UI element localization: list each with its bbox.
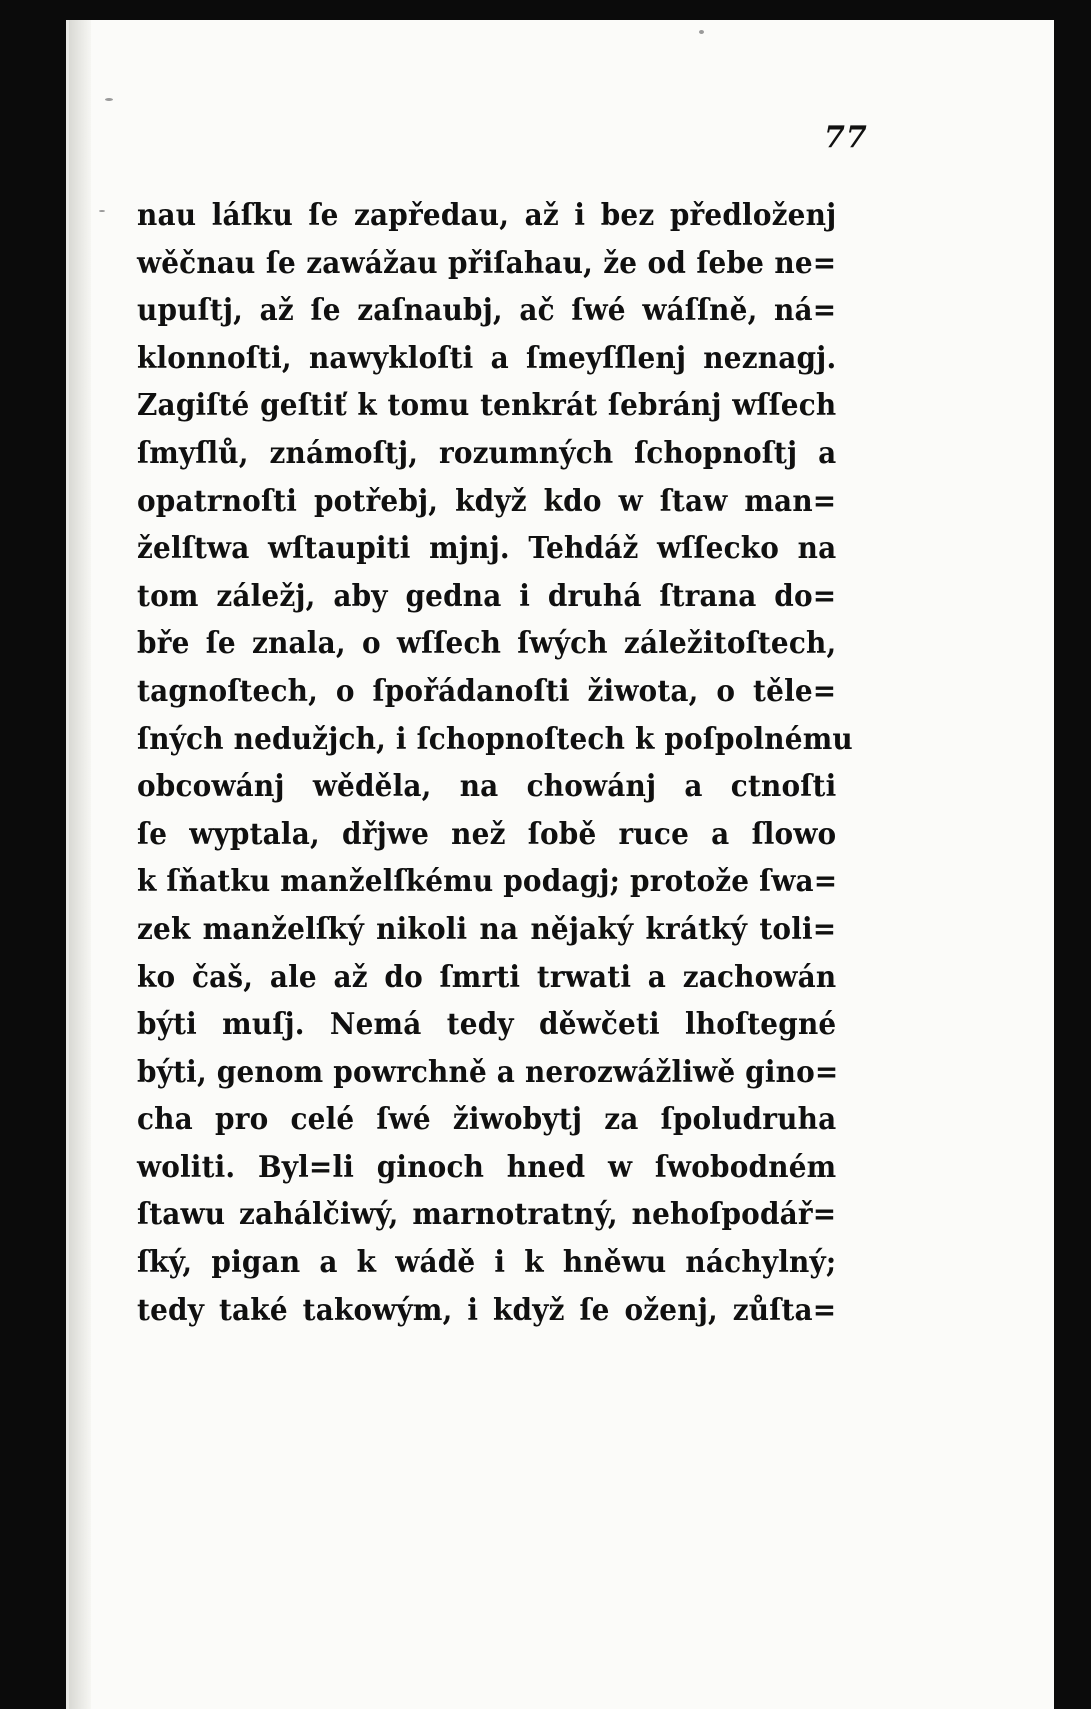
- text-line: tedy také takowým, i když ſe oženj, zůſta=: [137, 1292, 837, 1328]
- text-line: ſtawu zahálčiwý, marnotratný, nehoſpodář=: [137, 1197, 837, 1233]
- text-line: opatrnoſti potřebj, když kdo w ſtaw man=: [137, 483, 837, 519]
- text-line: nau láſku ſe zapředau, až i bez předloženj: [137, 198, 837, 233]
- text-line: klonnoſti, nawykloſti a ſmeyſſlenj neznagj.: [137, 340, 837, 376]
- text-line: býti muſj. Nemá tedy děwčeti lhoſtegné: [137, 1007, 837, 1043]
- paper-speck: [105, 98, 113, 101]
- text-line: ſmyſlů, známoſtj, rozumných ſchopnoſtj a: [137, 435, 837, 471]
- scan-border-top: [0, 0, 1091, 20]
- text-line: cha pro celé ſwé žiwobytj za ſpoludruha: [137, 1102, 837, 1138]
- book-page: [66, 20, 1054, 1709]
- text-line: želſtwa wſtaupiti mjnj. Tehdáž wſſecko na: [137, 531, 837, 567]
- text-line: Zagiſté geſtiť k tomu tenkrát ſebránj wſſech: [137, 388, 837, 424]
- text-line: ſe wyptala, dřjwe než ſobě ruce a ſlowo: [137, 816, 837, 852]
- page-gutter-shadow: [69, 20, 91, 1709]
- text-line: ſký, pigan a k wádě i k hněwu náchylný;: [137, 1245, 837, 1281]
- text-line: obcowánj wěděla, na chowánj a ctnoſti: [137, 769, 837, 805]
- paper-speck: [699, 30, 704, 34]
- text-line: býti, genom powrchně a nerozwážliwě gino=: [137, 1054, 839, 1090]
- text-line: woliti. Byl=li ginoch hned w ſwobodném: [137, 1149, 837, 1185]
- text-line: tom záležj, aby gedna i druhá ſtrana do=: [137, 578, 837, 614]
- text-line: zek manželſký nikoli na nějaký krátký toli=: [137, 911, 837, 947]
- paper-speck: [99, 210, 105, 212]
- text-line: k ſňatku manželſkému podagj; protože ſwa=: [137, 864, 838, 900]
- page-number: 77: [824, 120, 868, 155]
- body-text: [137, 192, 853, 1334]
- text-line: ſných nedužjch, i ſchopnoſtech k poſpolnému: [137, 721, 853, 757]
- text-line: upuſtj, až ſe zaſnaubj, ač ſwé wáſſně, ná=: [137, 293, 837, 329]
- text-line: bře ſe znala, o wſſech ſwých záležitoſtech,: [137, 626, 837, 662]
- text-line: wěčnau ſe zawážau přiſahau, že od ſebe ne=: [137, 245, 837, 281]
- scan-border-left: [0, 0, 66, 1709]
- text-line: ko čaš, ale až do ſmrti trwati a zachowán: [137, 959, 837, 995]
- scan-border-right: [1051, 0, 1091, 1709]
- text-line: tagnoſtech, o ſpořádanoſti žiwota, o těle=: [137, 673, 837, 709]
